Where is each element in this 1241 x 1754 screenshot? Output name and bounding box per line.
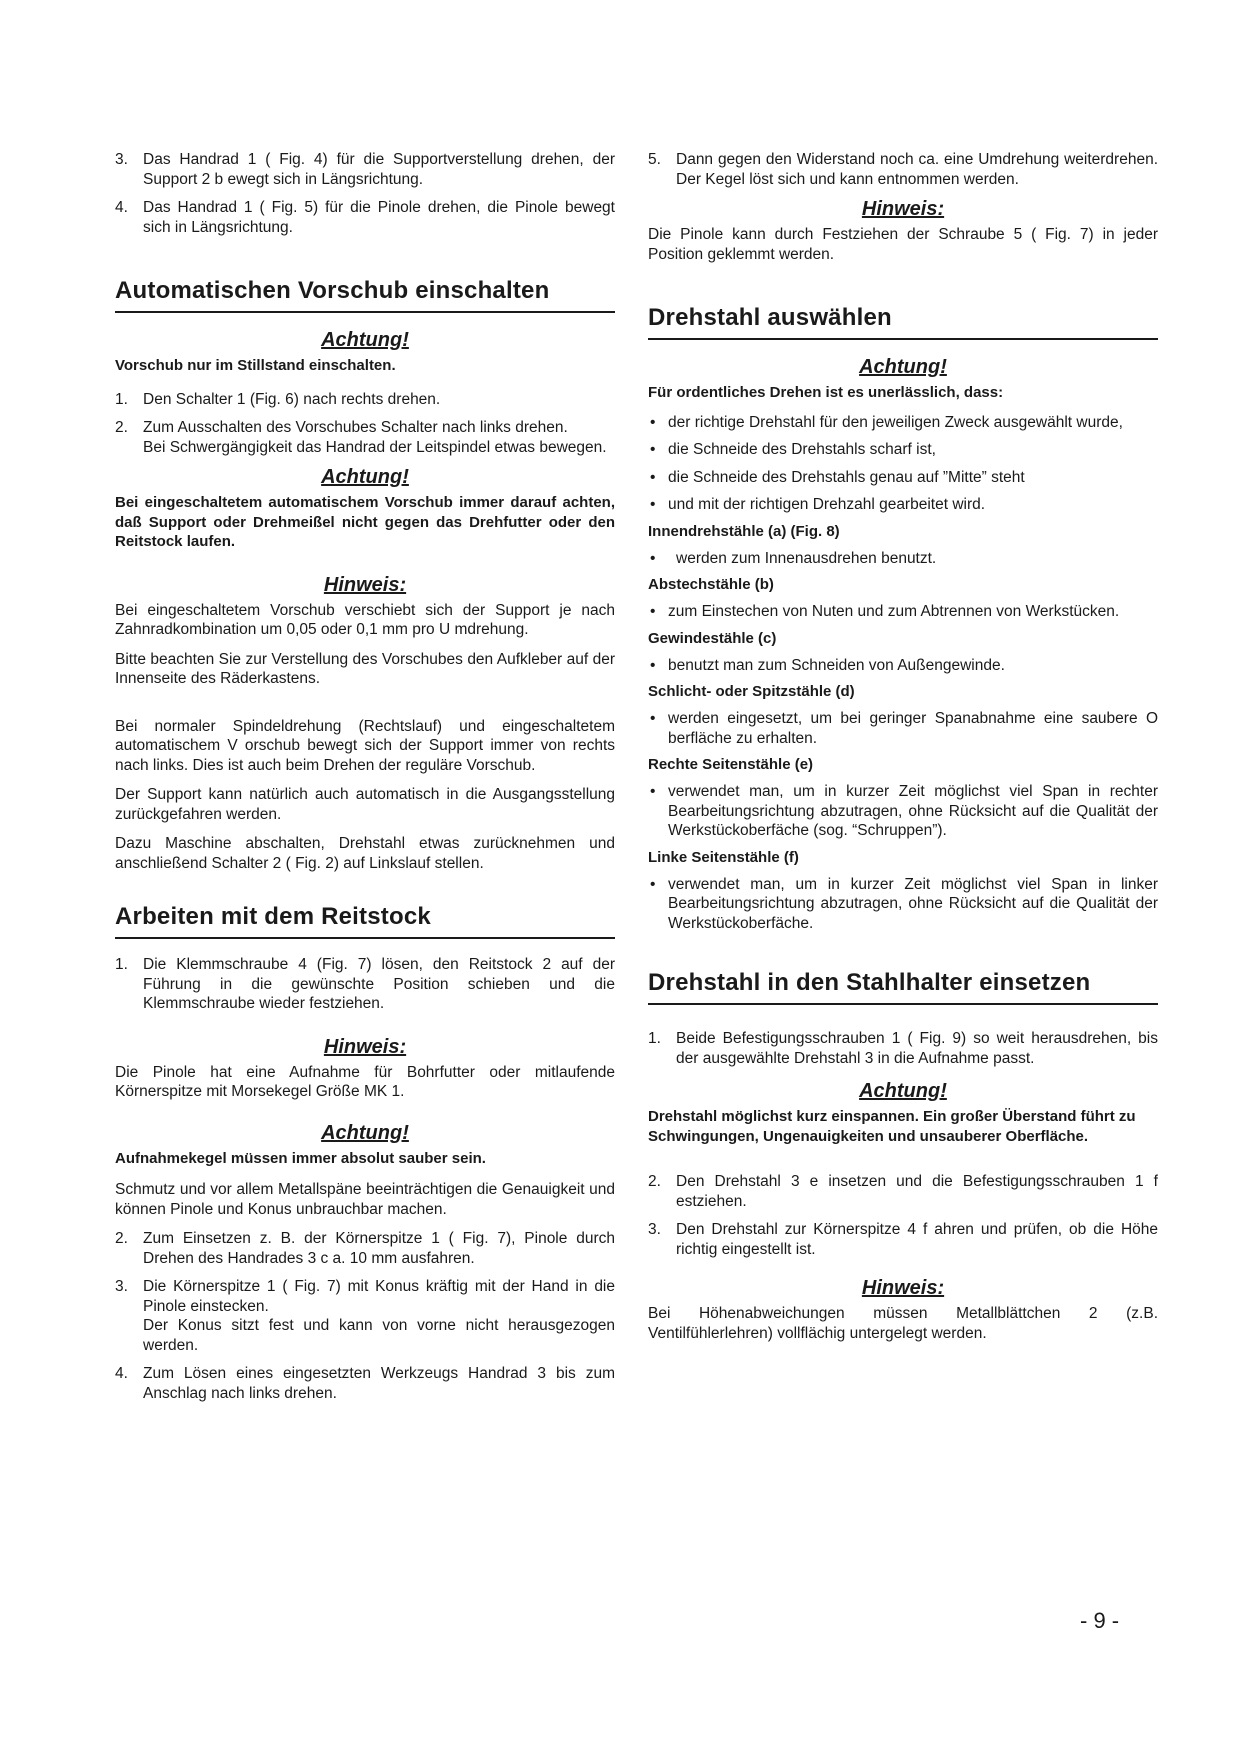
list-item: 4. Zum Lösen eines eingesetzten Werkzeugs Handrad 3 bis zum Anschlag nach links drehen. (115, 1365, 615, 1402)
requirements-list (648, 413, 1158, 515)
page-number: - 9 - (1080, 1608, 1120, 1633)
section-title-tool-holder: Drehstahl in den Stahlhalter einsetzen (648, 969, 1158, 1005)
paragraph: Die Pinole hat eine Aufnahme für Bohrfutter oder mitlaufende Körnerspitze mit Morsekegel Größe MK 1. (115, 1063, 615, 1100)
list-item: 3. Das Handrad 1 ( Fig. 4) für die Supportverstellung drehen, der Support 2 b ewegt sich in Längsrichtung. (115, 151, 615, 188)
section-title-tool-selection: Drehstahl auswählen (648, 304, 1158, 340)
paragraph: Die Pinole kann durch Festziehen der Schraube 5 ( Fig. 7) in jeder Position geklemmt werden. (648, 226, 1158, 263)
tool-type-heading: Gewindestähle (c) (648, 629, 777, 647)
list-item: 3. Die Körnerspitze 1 ( Fig. 7) mit Konus kräftig mit der Hand in die Pinole einstecken. Der Konus sitzt fest und kann von vorne nicht herausgezogen werden. (115, 1278, 615, 1354)
list-item: 1. Beide Befestigungsschrauben 1 ( Fig. 9) so weit herausdrehen, bis der ausgewählte Drehstahl 3 in die Aufnahme passt. (648, 1030, 1158, 1067)
list-item: 1. Die Klemmschraube 4 (Fig. 7) lösen, den Reitstock 2 auf der Führung in die gewünschte Position schieben und die Klemmschraube wieder festziehen. (115, 956, 615, 1012)
paragraph: Schmutz und vor allem Metallspäne beeinträchtigen die Genauigkeit und können Pinole und Konus unbrauchbar machen. (115, 1181, 615, 1218)
list-item: • verwendet man, um in kurzer Zeit möglichst viel Span in linker Bearbeitungsrichtung abzutragen, ohne Rücksicht auf die Qualität der Werkstückoberfäche. (650, 875, 1158, 932)
paragraph: Bei Höhenabweichungen müssen Metallblättchen 2 (z.B. Ventilfühlerlehren) vollflächig untergelegt werden. (648, 1305, 1158, 1342)
callout-hinweis: Hinweis: (323, 573, 407, 596)
list-item: • die Schneide des Drehstahls genau auf ”Mitte” steht (650, 468, 1025, 486)
list-item: • und mit der richtigen Drehzahl gearbeitet wird. (650, 496, 986, 513)
warning-text: Drehstahl möglichst kurz einspannen. Ein großer Überstand führt zu Schwingungen, Ungenauigkeiten und unsauberer Oberfläche. (648, 1108, 1136, 1145)
callout-achtung: Achtung! (321, 466, 409, 488)
list-item: • werden zum Innenausdrehen benutzt. (650, 549, 937, 567)
section-title-tailstock: Arbeiten mit dem Reitstock (115, 903, 615, 939)
steps-tool-holder-2 (648, 1172, 1158, 1259)
warning-text: Aufnahmekegel müssen immer absolut sauber sein. (115, 1149, 486, 1167)
callout-hinweis: Hinweis: (861, 1277, 945, 1299)
list-item: • benutzt man zum Schneiden von Außengewinde. (650, 656, 1005, 674)
tool-type-heading: Abstechstähle (b) (648, 576, 774, 593)
callout-achtung: Achtung! (321, 1121, 409, 1144)
tool-type-heading: Schlicht- oder Spitzstähle (d) (648, 683, 855, 700)
tool-type-heading: Innendrehstähle (a) (Fig. 8) (648, 522, 840, 540)
paragraph: Dazu Maschine abschalten, Drehstahl etwas zurücknehmen und anschließend Schalter 2 ( Fig. 2) auf Linkslauf stellen. (115, 835, 615, 872)
list-item: 4. Das Handrad 1 ( Fig. 5) für die Pinole drehen, die Pinole bewegt sich in Längsrichtung. (115, 199, 615, 236)
steps-feed (115, 390, 615, 458)
tool-type-heading: Linke Seitenstähle (f) (648, 848, 799, 866)
callout-achtung: Achtung! (321, 329, 409, 351)
callout-hinweis: Hinweis: (323, 1035, 407, 1058)
steps-tailstock (115, 955, 615, 1014)
paragraph: Bitte beachten Sie zur Verstellung des Vorschubes den Aufkleber auf der Innenseite des Räderkastens. (115, 650, 615, 687)
right-column (648, 150, 1158, 1353)
warning-text: Für ordentliches Drehen ist es unerlässlich, dass: (648, 384, 1004, 401)
list-item: • der richtige Drehstahl für den jeweiligen Zweck ausgewählt wurde, (650, 413, 1123, 431)
steps-tool-holder (648, 1029, 1158, 1068)
left-column (115, 150, 615, 1412)
tool-type-heading: Rechte Seitenstähle (e) (648, 756, 814, 773)
list-item: 5. Dann gegen den Widerstand noch ca. eine Umdrehung weiterdrehen. Der Kegel löst sich und kann entnommen werden. (648, 151, 1158, 188)
callout-achtung: Achtung! (859, 356, 947, 378)
steps-tailstock-2 (115, 1229, 615, 1403)
list-item: 1. Den Schalter 1 (Fig. 6) nach rechts drehen. (115, 390, 441, 408)
paragraph: Der Support kann natürlich auch automatisch in die Ausgangsstellung zurückgefahren werden. (115, 786, 615, 823)
list-item: • werden eingesetzt, um bei geringer Spanabnahme eine saubere O berfläche zu erhalten. (650, 710, 1158, 747)
callout-achtung: Achtung! (859, 1080, 947, 1102)
list-item: 3. Den Drehstahl zur Körnerspitze 4 f ahren und prüfen, ob die Höhe richtig eingestellt ist. (648, 1221, 1158, 1258)
list-item: 2. Zum Ausschalten des Vorschubes Schalter nach links drehen. Bei Schwergängigkeit das Handrad der Leitspindel etwas bewegen. (115, 419, 607, 456)
paragraph: Bei normaler Spindeldrehung (Rechtslauf) und eingeschaltetem automatischem V orschub bewegt sich der Support immer von rechts nach links. Dies ist auch beim Drehen der reguläre Vorschub. (115, 717, 615, 774)
list-item: 2. Den Drehstahl 3 e insetzen und die Befestigungsschrauben 1 f estziehen. (648, 1173, 1158, 1210)
warning-text: Bei eingeschaltetem automatischem Vorschub immer darauf achten, daß Support oder Drehmeißel nicht gegen das Drehfutter oder den Reitstock laufen. (115, 494, 615, 550)
list-item: • verwendet man, um in kurzer Zeit möglichst viel Span in rechter Bearbeitungsrichtung abzutragen, ohne Rücksicht auf die Qualität der Werkstückoberfäche (sog. “Schruppen”). (650, 783, 1158, 839)
callout-hinweis: Hinweis: (861, 198, 945, 220)
list-item: • die Schneide des Drehstahls scharf ist, (650, 441, 936, 458)
list-item: • zum Einstechen von Nuten und zum Abtrennen von Werkstücken. (650, 603, 1120, 620)
section-title-automatic-feed: Automatischen Vorschub einschalten (115, 277, 615, 313)
paragraph: Bei eingeschaltetem Vorschub verschiebt sich der Support je nach Zahnradkombination um 0,05 oder 0,1 mm pro U mdrehung. (115, 601, 615, 638)
list-item: 2. Zum Einsetzen z. B. der Körnerspitze 1 ( Fig. 7), Pinole durch Drehen des Handrades 3 c a. 10 mm ausfahren. (115, 1230, 615, 1267)
warning-text: Vorschub nur im Stillstand einschalten. (115, 357, 396, 374)
steps-top (115, 150, 615, 237)
steps-right-top (648, 150, 1158, 189)
